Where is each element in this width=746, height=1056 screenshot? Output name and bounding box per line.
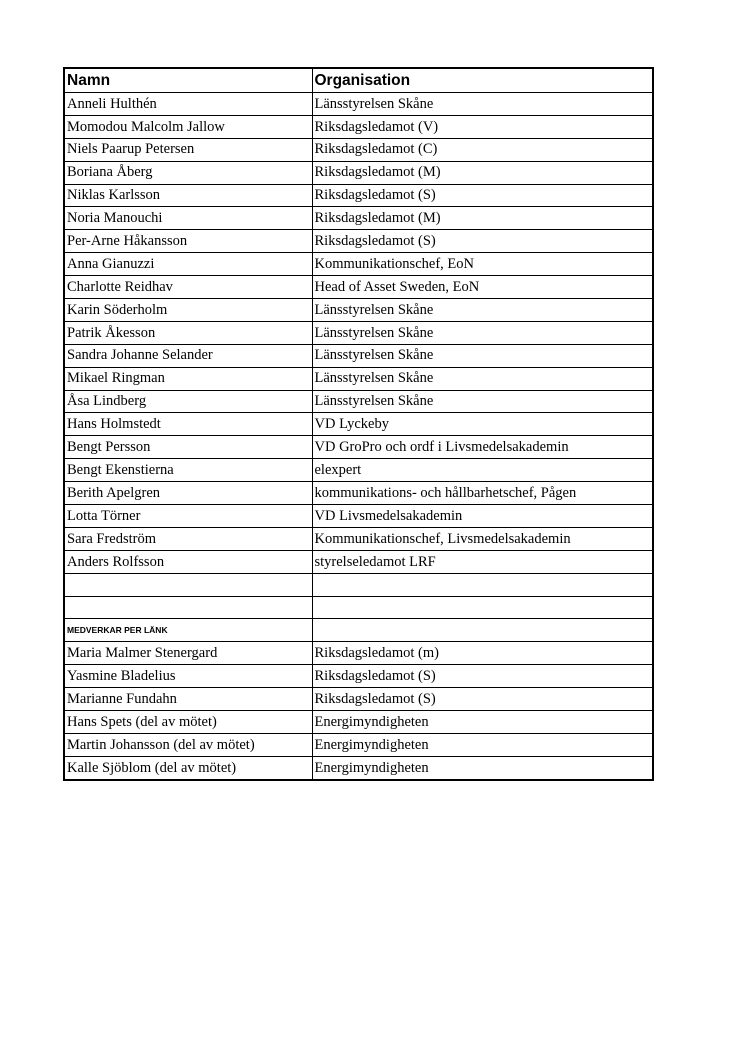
cell-namn: Momodou Malcolm Jallow <box>64 115 312 138</box>
table-row <box>64 665 653 688</box>
cell-namn: Bengt Persson <box>64 436 312 459</box>
cell-namn: Kalle Sjöblom (del av mötet) <box>64 756 312 779</box>
table-row <box>64 184 653 207</box>
table-row <box>64 527 653 550</box>
table-row <box>64 733 653 756</box>
table-row <box>64 138 653 161</box>
cell-organisation: Riksdagsledamot (S) <box>312 230 653 253</box>
cell-namn: Bengt Ekenstierna <box>64 459 312 482</box>
cell-namn <box>64 596 312 619</box>
cell-namn <box>64 573 312 596</box>
cell-organisation: styrelseledamot LRF <box>312 550 653 573</box>
cell-organisation: Riksdagsledamot (m) <box>312 642 653 665</box>
table-row <box>64 230 653 253</box>
cell-organisation: Riksdagsledamot (C) <box>312 138 653 161</box>
cell-namn: Hans Spets (del av mötet) <box>64 711 312 734</box>
table-row <box>64 390 653 413</box>
header-namn: Namn <box>64 68 312 93</box>
cell-organisation <box>312 573 653 596</box>
table-row <box>64 413 653 436</box>
cell-namn: Patrik Åkesson <box>64 321 312 344</box>
cell-namn: Marianne Fundahn <box>64 688 312 711</box>
cell-organisation: Riksdagsledamot (S) <box>312 665 653 688</box>
cell-namn: Niklas Karlsson <box>64 184 312 207</box>
table-row <box>64 115 653 138</box>
cell-organisation: Riksdagsledamot (M) <box>312 161 653 184</box>
cell-namn: Åsa Lindberg <box>64 390 312 413</box>
cell-organisation <box>312 619 653 642</box>
table-row <box>64 207 653 230</box>
cell-organisation: Länsstyrelsen Skåne <box>312 367 653 390</box>
participants-table <box>63 67 654 781</box>
table-row <box>64 93 653 116</box>
cell-organisation: Länsstyrelsen Skåne <box>312 299 653 322</box>
cell-namn: Maria Malmer Stenergard <box>64 642 312 665</box>
cell-organisation: Energimyndigheten <box>312 711 653 734</box>
header-row <box>64 68 653 93</box>
cell-namn: Karin Söderholm <box>64 299 312 322</box>
cell-organisation: VD Livsmedelsakademin <box>312 505 653 528</box>
table-row <box>64 161 653 184</box>
cell-organisation: Energimyndigheten <box>312 756 653 779</box>
cell-organisation: Riksdagsledamot (S) <box>312 184 653 207</box>
section-label: MEDVERKAR PER LÄNK <box>64 619 312 642</box>
table-row <box>64 756 653 779</box>
cell-organisation: Head of Asset Sweden, EoN <box>312 276 653 299</box>
cell-namn: Anders Rolfsson <box>64 550 312 573</box>
table-row <box>64 619 653 642</box>
cell-namn: Hans Holmstedt <box>64 413 312 436</box>
cell-organisation: kommunikations- och hållbarhetschef, Pågen <box>312 482 653 505</box>
table-row <box>64 505 653 528</box>
cell-namn: Yasmine Bladelius <box>64 665 312 688</box>
cell-namn: Boriana Åberg <box>64 161 312 184</box>
cell-organisation: elexpert <box>312 459 653 482</box>
cell-organisation: Riksdagsledamot (M) <box>312 207 653 230</box>
cell-namn: Per-Arne Håkansson <box>64 230 312 253</box>
header-organisation: Organisation <box>312 68 653 93</box>
table-row <box>64 711 653 734</box>
cell-organisation: VD Lyckeby <box>312 413 653 436</box>
cell-namn: Mikael Ringman <box>64 367 312 390</box>
table-row <box>64 459 653 482</box>
table-row <box>64 688 653 711</box>
cell-namn: Anneli Hulthén <box>64 93 312 116</box>
table-row <box>64 482 653 505</box>
table-row <box>64 642 653 665</box>
cell-namn: Charlotte Reidhav <box>64 276 312 299</box>
table-row <box>64 276 653 299</box>
cell-namn: Berith Apelgren <box>64 482 312 505</box>
cell-namn: Martin Johansson (del av mötet) <box>64 733 312 756</box>
cell-organisation: VD GroPro och ordf i Livsmedelsakademin <box>312 436 653 459</box>
table-row <box>64 367 653 390</box>
table-row <box>64 321 653 344</box>
cell-namn: Sara Fredström <box>64 527 312 550</box>
cell-organisation: Länsstyrelsen Skåne <box>312 390 653 413</box>
cell-namn: Anna Gianuzzi <box>64 253 312 276</box>
table-row <box>64 596 653 619</box>
cell-organisation: Länsstyrelsen Skåne <box>312 344 653 367</box>
cell-organisation: Energimyndigheten <box>312 733 653 756</box>
cell-organisation: Kommunikationschef, EoN <box>312 253 653 276</box>
cell-organisation: Länsstyrelsen Skåne <box>312 321 653 344</box>
table-row <box>64 573 653 596</box>
table-row <box>64 436 653 459</box>
table-body <box>64 93 653 780</box>
cell-namn: Niels Paarup Petersen <box>64 138 312 161</box>
table-row <box>64 253 653 276</box>
table-row <box>64 550 653 573</box>
cell-organisation <box>312 596 653 619</box>
cell-organisation: Länsstyrelsen Skåne <box>312 93 653 116</box>
table-row <box>64 344 653 367</box>
cell-namn: Sandra Johanne Selander <box>64 344 312 367</box>
cell-organisation: Kommunikationschef, Livsmedelsakademin <box>312 527 653 550</box>
cell-organisation: Riksdagsledamot (S) <box>312 688 653 711</box>
cell-organisation: Riksdagsledamot (V) <box>312 115 653 138</box>
cell-namn: Noria Manouchi <box>64 207 312 230</box>
cell-namn: Lotta Törner <box>64 505 312 528</box>
table-row <box>64 299 653 322</box>
